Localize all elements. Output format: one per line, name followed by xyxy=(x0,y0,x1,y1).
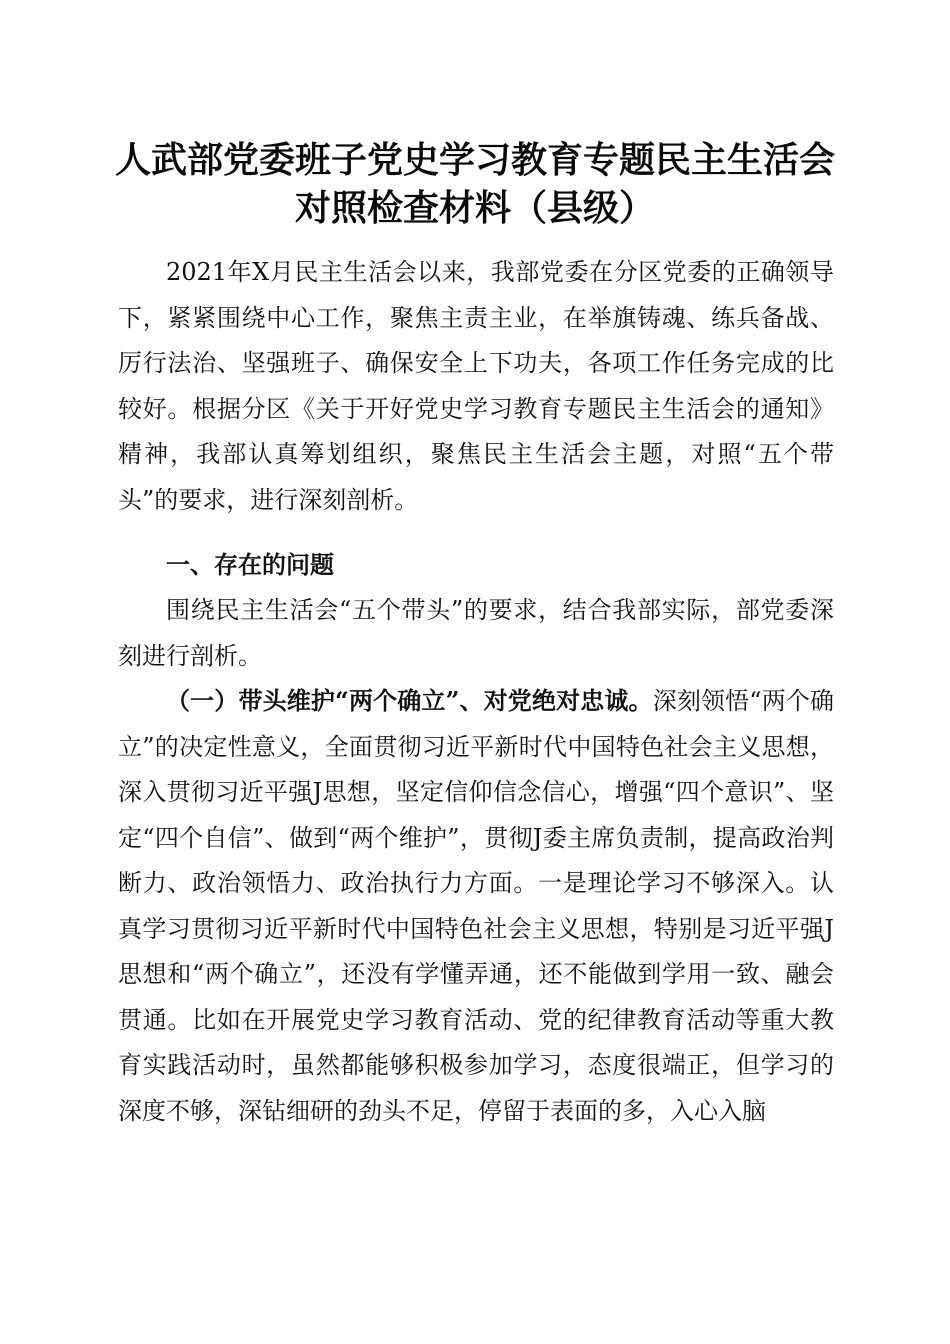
document-title-line-1: 人武部党委班子党史学习教育专题民主生活会 xyxy=(114,139,835,181)
subsection-1-body: 深刻领悟“两个确立”的决定性意义，全面贯彻习近平新时代中国特色社会主义思想，深入贯彻习近平强J思想，坚定信仰信念信心，增强“四个意识”、坚定“四个自信”、做到“两个维护”，贯彻J委主席负责制，提高政治判断力、政治领悟力、政治执行力方面。一是理论学习不够深入。认真学习贯彻习近平新时代中国特色社会主义思想，特别是习近平强J思想和“两个确立”，还没有学懂弄通，还不能做到学用一致、融会贯通。比如在开展党史学习教育活动、党的纪律教育活动等重大教育实践活动时，虽然都能够积极参加学习，态度很端正，但学习的深度不够，深钻细研的劲头不足，停留于表面的多，入心入脑 xyxy=(118,687,834,1125)
subsection-paragraph-1 xyxy=(118,678,834,1134)
document-title-line-2: 对照检查材料（县级） xyxy=(294,187,655,229)
section-heading-problems: 一、存在的问题 xyxy=(166,551,334,579)
lead-paragraph: 围绕民主生活会“五个带头”的要求，结合我部实际，部党委深刻进行剖析。 xyxy=(118,596,834,670)
intro-paragraph: 2021年X月民主生活会以来，我部党委在分区党委的正确领导下，紧紧围绕中心工作，聚焦主责主业，在举旗铸魂、练兵备战、厉行法治、坚强班子、确保安全上下功夫，各项工作任务完成的比较好。根据分区《关于开好党史学习教育专题民主生活会的通知》精神，我部认真筹划组织，聚焦民主生活会主题，对照“五个带头”的要求，进行深刻剖析。 xyxy=(118,258,834,514)
subsection-1-heading: （一）带头维护“两个确立”、对党绝对忠诚。 xyxy=(166,686,653,715)
